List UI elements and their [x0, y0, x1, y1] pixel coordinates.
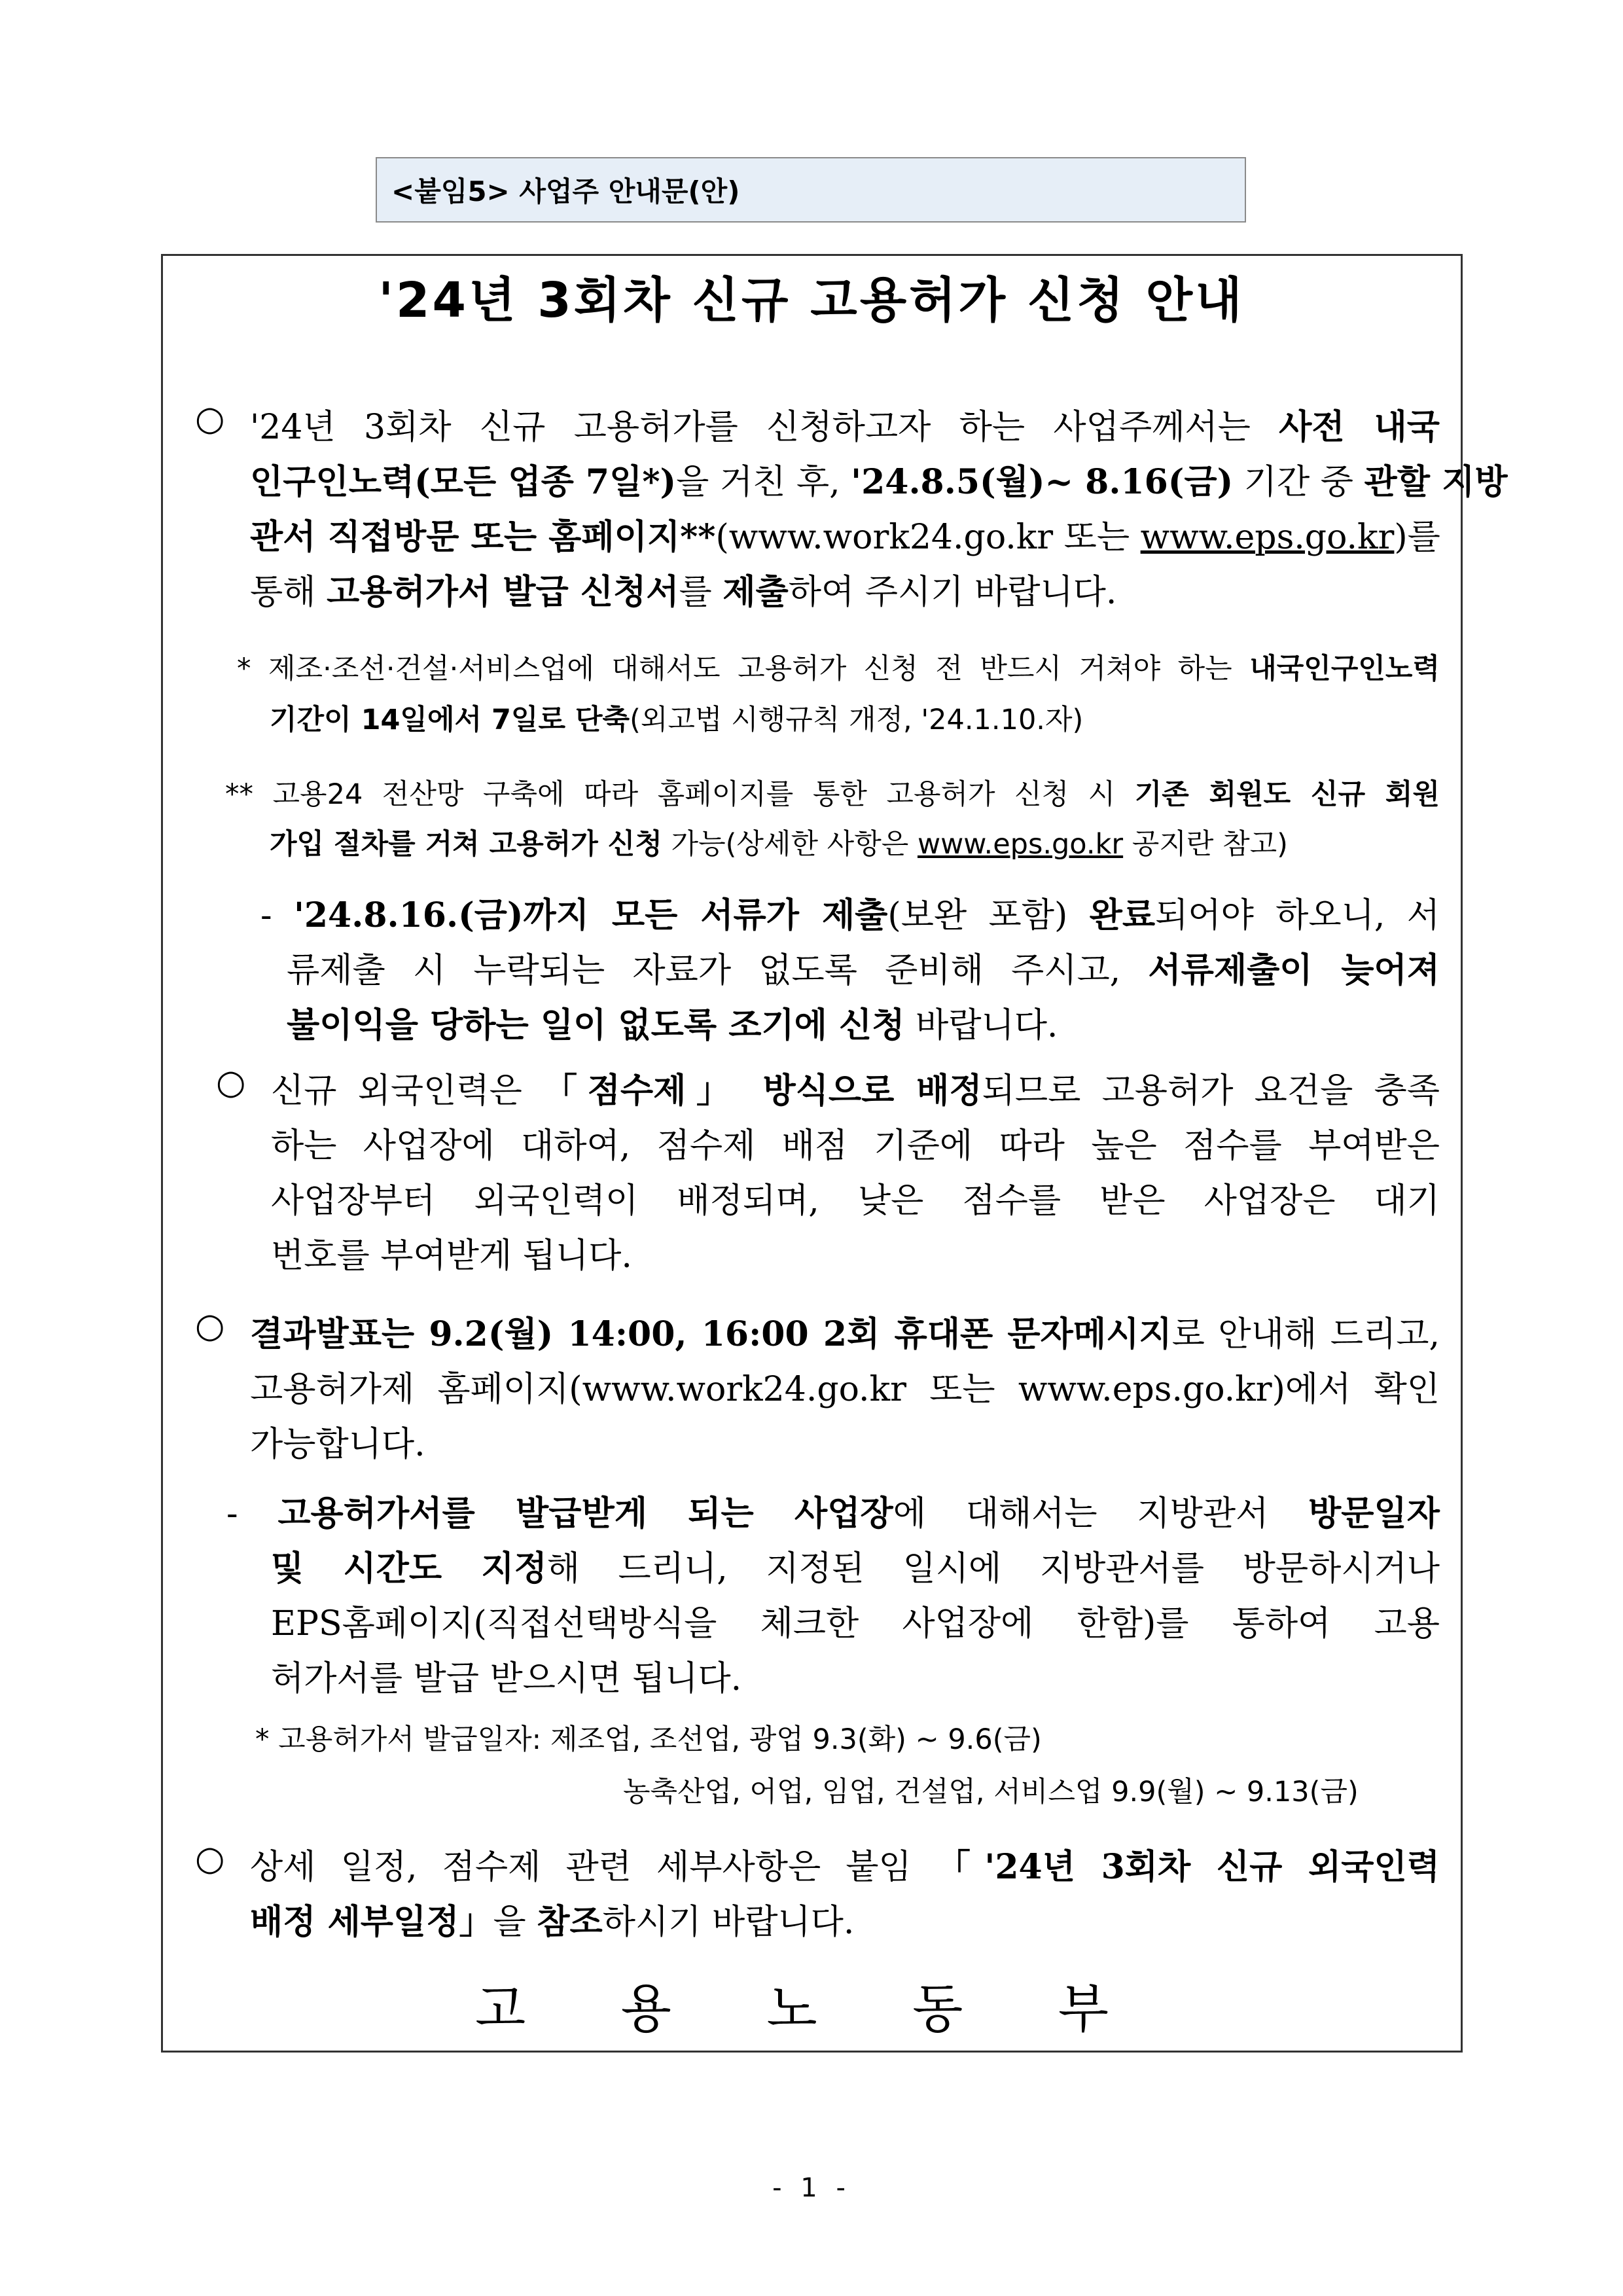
text-line: 결과발표는 9.2(월) 14:00, 16:00 2회 휴대폰 문자메시지로 안내해 드리고, — [250, 1314, 1440, 1354]
bullet: ○ — [216, 1063, 246, 1102]
text-line: 신규 외국인력은 「점수제」 방식으로 배정되므로 고용허가 요건을 충족 — [271, 1071, 1440, 1111]
text-line: 불이익을 당하는 일이 없도록 조기에 신청 바랍니다. — [287, 1005, 1058, 1045]
text-line: 및 시간도 지정해 드리니, 지정된 일시에 지방관서를 방문하시거나 — [271, 1549, 1440, 1588]
text-line: 관서 직접방문 또는 홈페이지**(www.work24.go.kr 또는 www.eps.go.kr)를 — [250, 517, 1440, 557]
eps-link[interactable]: www.eps.go.kr — [917, 828, 1124, 861]
text-line: - '24.8.16.(금)까지 모든 서류가 제출(보완 포함) 완료되어야 하오니, 서 — [260, 895, 1440, 935]
note-line: * 고용허가서 발급일자: 제조업, 조선업, 광업 9.3(화) ~ 9.6(금) — [255, 1723, 1042, 1756]
bullet: ○ — [195, 1839, 225, 1878]
bullet: ○ — [195, 399, 225, 439]
text-line: 가능합니다. — [250, 1425, 425, 1464]
note-line: ** 고용24 전산망 구축에 따라 홈페이지를 통한 고용허가 신청 시 기존 회원도 신규 회원 — [225, 778, 1440, 811]
text-line: 상세 일정, 점수제 관련 세부사항은 붙임 「'24년 3회차 신규 외국인력 — [250, 1847, 1440, 1887]
bullet: ○ — [195, 1306, 225, 1346]
text-line: 류제출 시 누락되는 자료가 없도록 준비해 주시고, 서류제출이 늦어져 — [287, 950, 1440, 990]
eps-link[interactable]: www.eps.go.kr — [1140, 518, 1395, 557]
note-line: 기간이 14일에서 7일로 단축(외고법 시행규칙 개정, '24.1.10.자) — [270, 704, 1084, 736]
text-line: 사업장부터 외국인력이 배정되며, 낮은 점수를 받은 사업장은 대기 — [271, 1181, 1440, 1221]
note-line: 가입 절차를 거쳐 고용허가 신청 가능(상세한 사항은 www.eps.go.kr 공지란 참고) — [270, 828, 1288, 861]
text-line: 번호를 부여받게 됩니다. — [271, 1236, 632, 1276]
note-line: * 제조·조선·건설·서비스업에 대해서도 고용허가 신청 전 반드시 거쳐야 하는 내국인구인노력 — [237, 653, 1440, 685]
attachment-label: <붙임5> 사업주 안내문(안) — [376, 157, 1246, 223]
note-line: 농축산업, 어업, 임업, 건설업, 서비스업 9.9(월) ~ 9.13(금) — [623, 1776, 1359, 1808]
text-line: '24년 3회차 신규 고용허가를 신청하고자 하는 사업주께서는 사전 내국 — [250, 407, 1440, 447]
text-line: 통해 고용허가서 발급 신청서를 제출하여 주시기 바랍니다. — [250, 572, 1117, 612]
text-line: - 고용허가서를 발급받게 되는 사업장에 대해서는 지방관서 방문일자 — [226, 1494, 1440, 1534]
text-line: EPS홈페이지(직접선택방식을 체크한 사업장에 한함)를 통하여 고용 — [271, 1604, 1440, 1643]
text-line: 하는 사업장에 대하여, 점수제 배점 기준에 따라 높은 점수를 부여받은 — [271, 1126, 1440, 1166]
page-number: - 1 - — [772, 2173, 851, 2203]
text-line: 인구인노력(모든 업종 7일*)을 거친 후, '24.8.5(월)~ 8.16(금) 기간 중 관할 지방 — [250, 462, 1508, 502]
page-title: '24년 3회차 신규 고용허가 신청 안내 — [378, 272, 1245, 329]
text-line: 배정 세부일정」을 참조하시기 바랍니다. — [250, 1902, 855, 1942]
text-line: 고용허가제 홈페이지(www.work24.go.kr 또는 www.eps.go.kr)에서 확인 — [250, 1370, 1440, 1409]
text-line: 허가서를 발급 받으시면 됩니다. — [271, 1659, 742, 1698]
ministry-name: 고 용 노 동 부 — [474, 1979, 1149, 2039]
